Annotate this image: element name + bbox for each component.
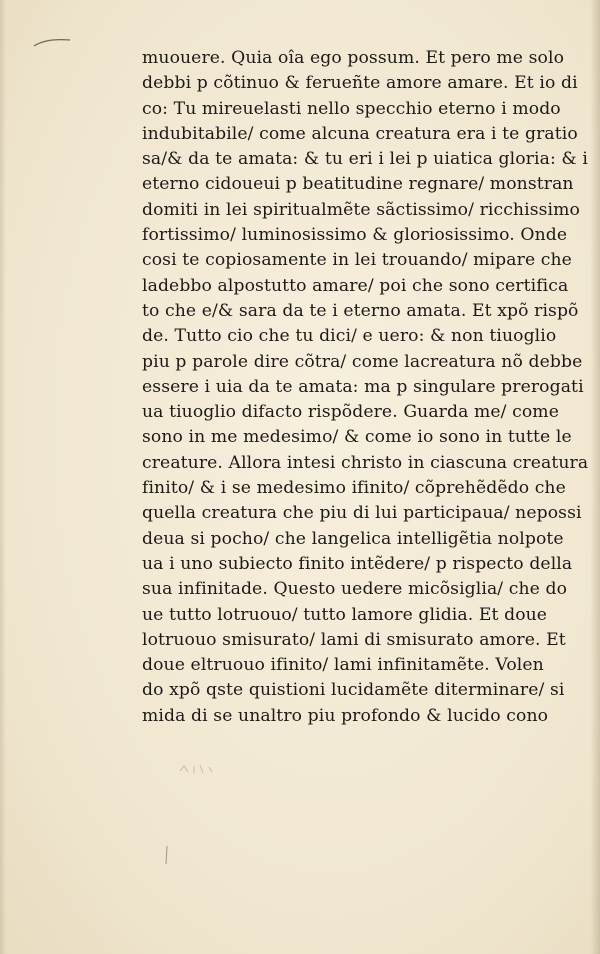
text-line: co: Tu mireuelasti nello specchio eterno i modo xyxy=(142,98,561,119)
text-line: creature. Allora intesi christo in ciascuna creatura xyxy=(142,452,589,473)
text-line: do xpõ qste quistioni lucidamẽte diterminare/ si xyxy=(142,680,565,701)
text-line: ue tutto lotruouo/ tutto lamore glidia. Et doue xyxy=(142,604,548,625)
text-line: sua infinitade. Questo uedere micõsiglia/ che do xyxy=(142,579,568,600)
text-line: indubitabile/ come alcuna creatura era i te gratio xyxy=(142,123,578,144)
text-line: eterno cidoueui p beatitudine regnare/ monstran xyxy=(142,174,574,195)
text-line: de. Tutto cio che tu dici/ e uero: & non tiuoglio xyxy=(142,326,557,347)
page-left-edge xyxy=(0,0,6,954)
text-line: ua tiuoglio difacto rispõdere. Guarda me/ come xyxy=(142,402,559,423)
text-line: essere i uia da te amata: ma p singulare prerogati xyxy=(142,376,584,397)
text-line: ua i uno subiecto finito intẽdere/ p rispecto della xyxy=(142,553,573,574)
text-line: finito/ & i se medesimo ifinito/ cõprehẽdẽdo che xyxy=(142,478,566,499)
text-line: to che e/& sara da te i eterno amata. Et xpõ rispõ xyxy=(142,300,579,321)
text-line: debbi p cõtinuo & ferueñte amore amare. Et io di xyxy=(142,73,578,94)
text-line: lotruouo smisurato/ lami di smisurato amore. Et xyxy=(142,629,566,650)
text-line: piu p parole dire cõtra/ come lacreatura nõ debbe xyxy=(142,351,583,372)
text-line: quella creatura che piu di lui participaua/ nepossi xyxy=(142,503,582,524)
text-line: deua si pocho/ che langelica intelligẽtia nolpote xyxy=(142,528,564,549)
text-line: doue eltruouo ifinito/ lami infinitamẽte. Volen xyxy=(142,655,544,676)
text-line: mida di se unaltro piu profondo & lucido cono xyxy=(142,705,549,726)
text-line: cosi te copiosamente in lei trouando/ mipare che xyxy=(142,250,572,271)
body-text xyxy=(142,46,589,729)
text-line: sono in me medesimo/ & come io sono in tutte le xyxy=(142,427,572,448)
text-line: sa/& da te amata: & tu eri i lei p uiatica gloria: & i xyxy=(142,149,588,170)
text-line: fortissimo/ luminosissimo & gloriosissimo. Onde xyxy=(142,225,568,246)
text-line: ladebbo alpostutto amare/ poi che sono certifica xyxy=(142,275,569,296)
text-line: domiti in lei spiritualmẽte sãctissimo/ ricchissimo xyxy=(142,199,580,220)
margin-ink-mark xyxy=(32,32,72,52)
page-right-edge xyxy=(590,0,600,954)
text-line: muouere. Quia oîa ego possum. Et pero me solo xyxy=(142,48,565,68)
stray-ink-stroke xyxy=(164,845,170,865)
faint-ink-smudge xyxy=(176,762,222,776)
